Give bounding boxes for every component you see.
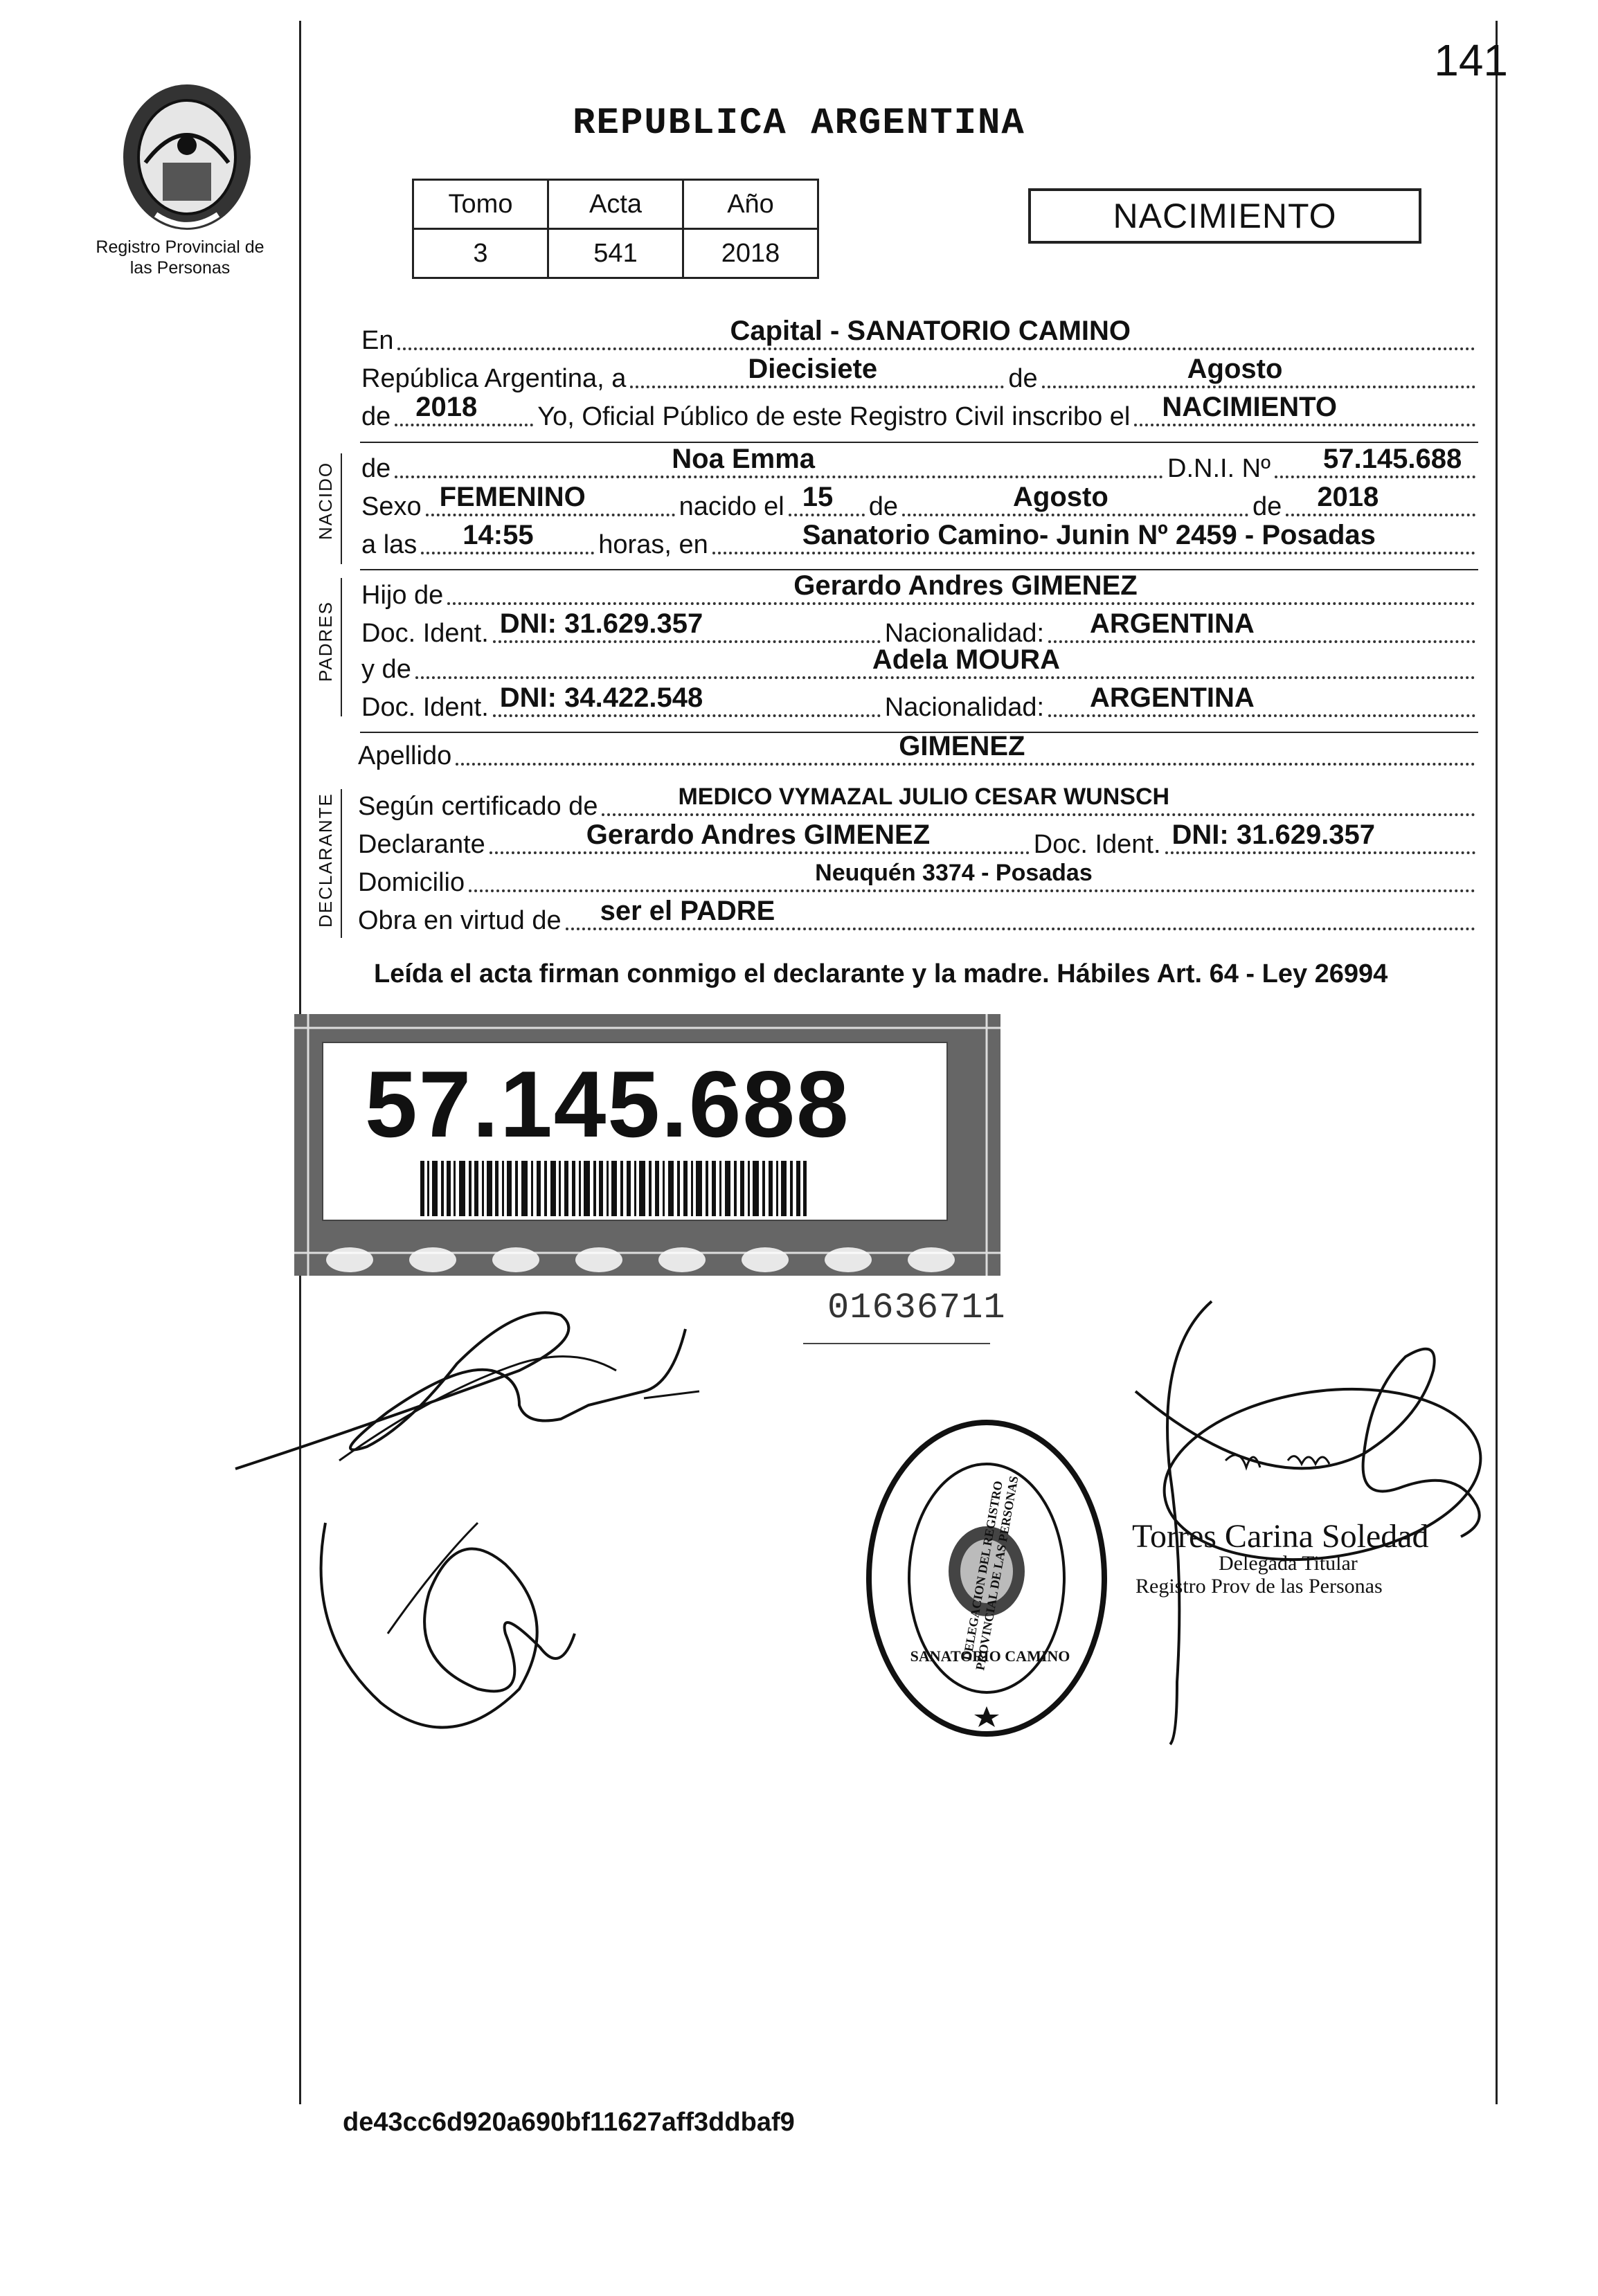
father-value: Gerardo Andres GIMENEZ — [793, 570, 1138, 601]
stamp-inner-text: SANATORIO CAMINO — [910, 1647, 1070, 1665]
row-mother-doc: Doc. Ident. DNI: 34.422.548 Nacionalidad: ARGENTINA — [360, 692, 1478, 723]
tomo-value: 3 — [413, 229, 548, 278]
declarant-signature — [228, 1287, 755, 1474]
month-value: Agosto — [1187, 354, 1283, 384]
place-value: Capital - SANATORIO CAMINO — [730, 316, 1131, 346]
record-number-table — [412, 179, 819, 279]
section-nacido: NACIDO — [315, 461, 336, 540]
father-doc-value: DNI: 31.629.357 — [499, 608, 703, 639]
name-value: Noa Emma — [672, 444, 816, 474]
acta-header: Acta — [548, 180, 683, 229]
birth-month-value: Agosto — [1013, 482, 1108, 512]
section-declarante: DECLARANTE — [315, 793, 336, 928]
certificado-value: MEDICO VYMAZAL JULIO CESAR WUNSCH — [678, 784, 1170, 810]
document-hash: de43cc6d920a690bf11627aff3ddbaf9 — [343, 2108, 795, 2137]
divider — [360, 442, 1478, 443]
declarante-doc-value: DNI: 31.629.357 — [1171, 820, 1376, 850]
row-place: En Capital - SANATORIO CAMINO — [360, 325, 1478, 356]
section-bracket — [341, 578, 342, 716]
row-sex-birth: Sexo FEMENINO nacido el 15 de Agosto de 2018 — [360, 491, 1478, 522]
row-certificado: Según certificado de MEDICO VYMAZAL JULIO CESAR WUNSCH — [357, 791, 1478, 822]
record-type-box: NACIMIENTO — [1028, 188, 1421, 244]
row-declarante: Declarante Gerardo Andres GIMENEZ Doc. Ident. DNI: 31.629.357 — [357, 829, 1478, 860]
birth-place-value: Sanatorio Camino- Junin Nº 2459 - Posadas — [802, 520, 1376, 550]
official-office: Registro Prov de las Personas — [1135, 1575, 1383, 1598]
time-value: 14:55 — [463, 520, 534, 550]
row-name: de Noa Emma D.N.I. Nº 57.145.688 — [360, 453, 1478, 484]
anio-header: Año — [683, 180, 818, 229]
section-bracket — [341, 789, 342, 938]
official-name: Torres Carina Soledad — [1132, 1518, 1429, 1555]
legal-notice: Leída el acta firman conmigo el declarante y la madre. Hábiles Art. 64 - Ley 26994 — [374, 959, 1388, 988]
row-surname: Apellido GIMENEZ — [357, 741, 1478, 771]
domicilio-value: Neuquén 3374 - Posadas — [815, 860, 1093, 886]
row-obra: Obra en virtud de ser el PADRE — [357, 905, 1478, 936]
dni-value: 57.145.688 — [1323, 444, 1462, 474]
mother-signature — [298, 1481, 644, 1758]
row-date: República Argentina, a Diecisiete de Agosto — [360, 363, 1478, 394]
declarante-value: Gerardo Andres GIMENEZ — [586, 820, 931, 850]
right-margin-line — [1496, 21, 1498, 2104]
mother-value: Adela MOURA — [872, 644, 1060, 675]
row-time-place: a las 14:55 horas, en Sanatorio Camino- Junin Nº 2459 - Posadas — [360, 530, 1478, 560]
day-value: Diecisiete — [748, 354, 878, 384]
row-mother: y de Adela MOURA — [360, 654, 1478, 685]
row-inscribo: de 2018 Yo, Oficial Público de este Registro Civil inscribo el NACIMIENTO — [360, 401, 1478, 432]
dni-plate-number: 57.145.688 — [365, 1051, 850, 1157]
section-bracket — [341, 453, 342, 564]
anio-value: 2018 — [683, 229, 818, 278]
birth-day-value: 15 — [802, 482, 834, 512]
birth-year-value: 2018 — [1317, 482, 1379, 512]
row-father: Hijo de Gerardo Andres GIMENEZ — [360, 580, 1478, 611]
province-seal-logo — [114, 80, 260, 235]
barcode — [420, 1161, 808, 1216]
dni-plate — [294, 1014, 1000, 1276]
obra-value: ser el PADRE — [600, 896, 775, 926]
surname-value: GIMENEZ — [899, 731, 1025, 761]
mother-nationality-value: ARGENTINA — [1090, 683, 1255, 713]
mother-doc-value: DNI: 34.422.548 — [499, 683, 703, 713]
country-title: REPUBLICA ARGENTINA — [573, 102, 1025, 145]
year-value: 2018 — [415, 392, 478, 422]
serial-underline — [803, 1343, 990, 1344]
sex-value: FEMENINO — [439, 482, 586, 512]
page-number: 141 — [1434, 35, 1508, 85]
row-domicilio: Domicilio Neuquén 3374 - Posadas — [357, 867, 1478, 898]
section-padres: PADRES — [315, 601, 336, 682]
row-father-doc: Doc. Ident. DNI: 31.629.357 Nacionalidad: ARGENTINA — [360, 618, 1478, 649]
tomo-header: Tomo — [413, 180, 548, 229]
inscribo-value: NACIMIENTO — [1162, 392, 1337, 422]
registry-caption: Registro Provincial de las Personas — [96, 237, 264, 278]
official-title: Delegada Titular — [1219, 1552, 1358, 1575]
father-nationality-value: ARGENTINA — [1090, 608, 1255, 639]
dni-plate-inner — [322, 1042, 948, 1221]
acta-value: 541 — [548, 229, 683, 278]
serial-number: 01636711 — [827, 1287, 1006, 1328]
stamp-ring-text: DELEGACION DEL REGISTRO PROVINCIAL DE LAS PERSONAS — [960, 1474, 1021, 1672]
